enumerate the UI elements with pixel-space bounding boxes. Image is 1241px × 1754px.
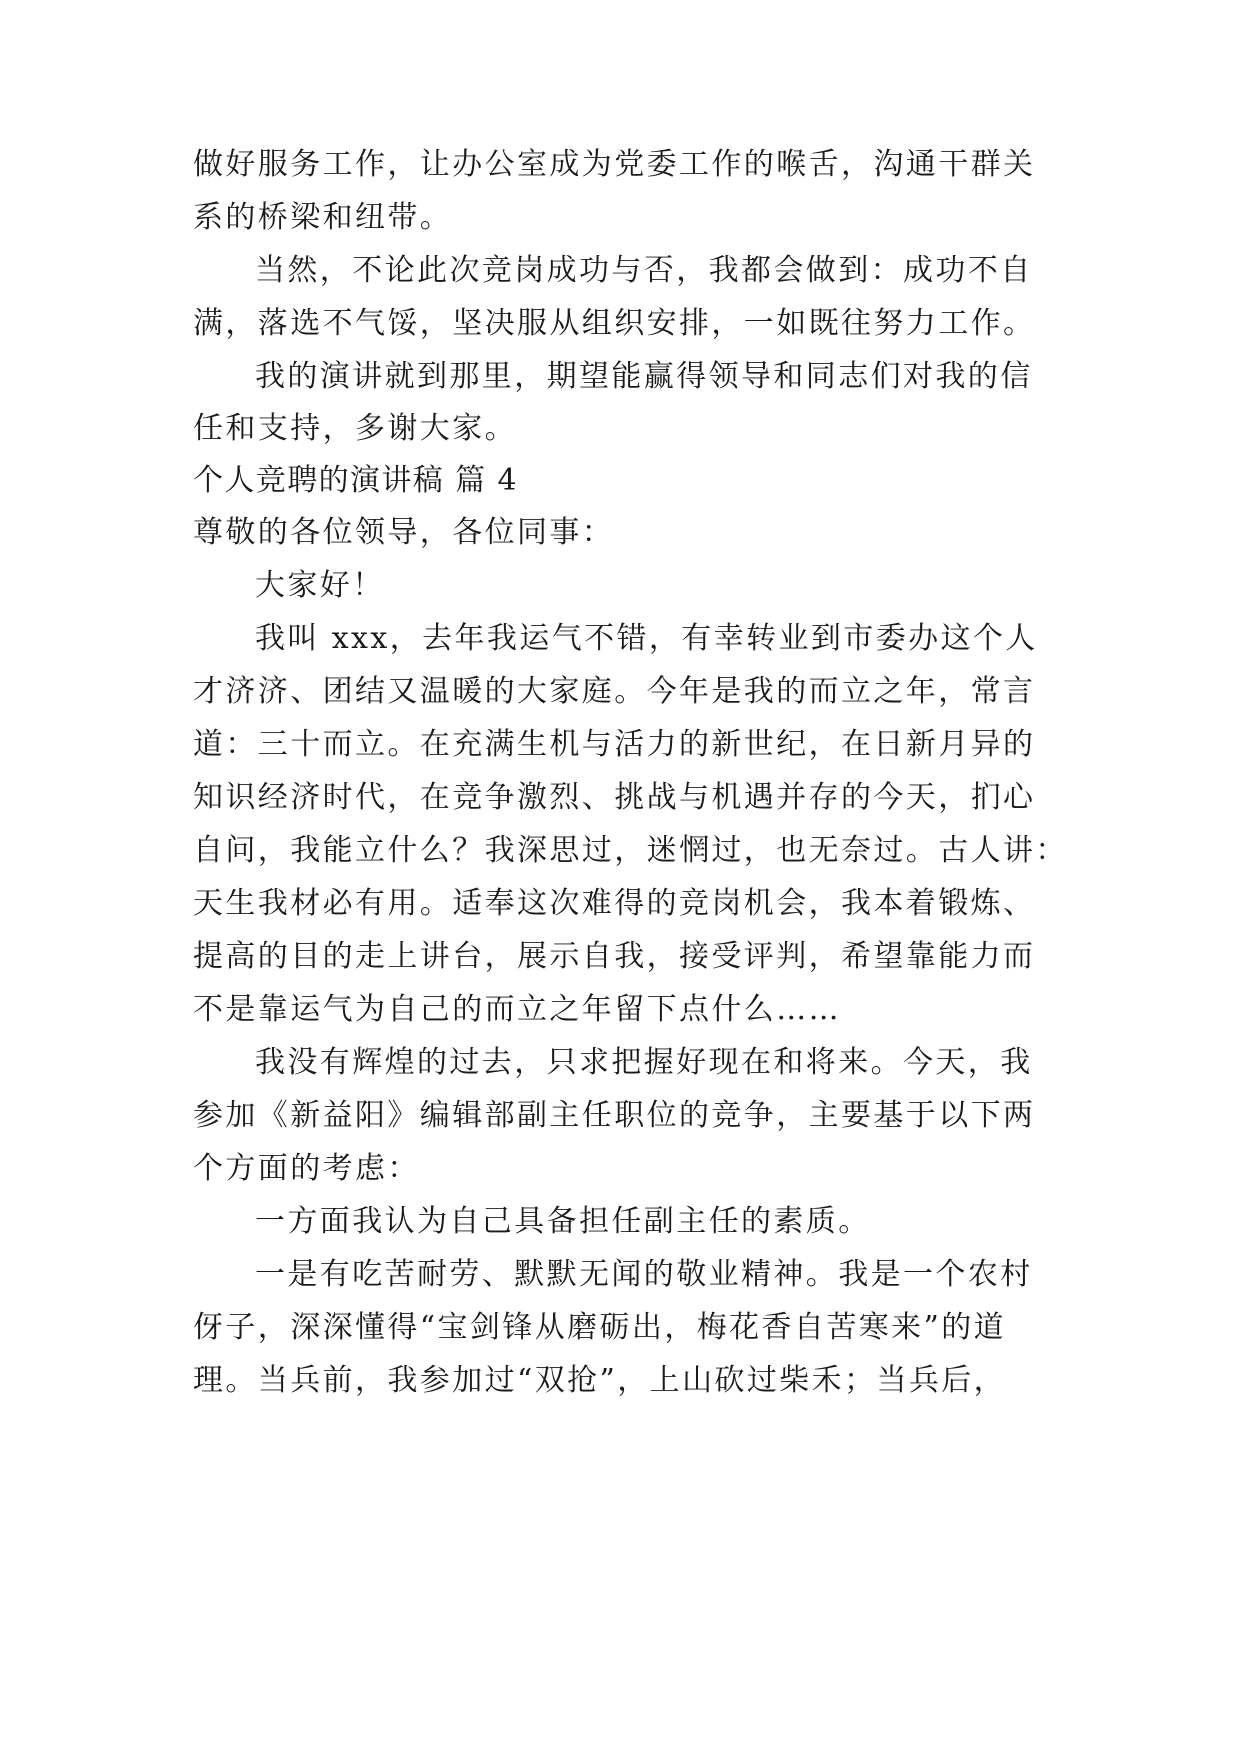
- text-line: 个方面的考虑：: [193, 1151, 420, 1186]
- salutation: 尊敬的各位领导，各位同事：: [193, 515, 615, 550]
- text-line: 满，落选不气馁，坚决服从组织安排，一如既往努力工作。: [193, 306, 1036, 341]
- paragraph-line: 一是有吃苦耐劳、默默无闻的敬业精神。我是一个农村: [255, 1257, 1033, 1292]
- text-line: 做好服务工作，让办公室成为党委工作的喉舌，沟通干群关: [193, 147, 1036, 182]
- text-line: 参加《新益阳》编辑部副主任职位的竞争，主要基于以下两: [193, 1098, 1036, 1133]
- paragraph-line: 我的演讲就到那里，期望能赢得领导和同志们对我的信: [255, 359, 1033, 394]
- text-line: 道：三十而立。在充满生机与活力的新世纪，在日新月异的: [193, 727, 1036, 762]
- text-line: 天生我材必有用。适奉这次难得的竞岗机会，我本着锻炼、: [193, 886, 1036, 921]
- text-line: 才济济、团结又温暖的大家庭。今年是我的而立之年，常言: [193, 674, 1036, 709]
- text-line: 知识经济时代，在竞争激烈、挑战与机遇并存的今天，扪心: [193, 780, 1036, 815]
- text-line: 不是靠运气为自己的而立之年留下点什么……: [193, 992, 841, 1027]
- paragraph-line: 当然，不论此次竞岗成功与否，我都会做到：成功不自: [255, 253, 1033, 288]
- section-heading: 个人竞聘的演讲稿 篇 4: [193, 463, 518, 498]
- text-line: 自问，我能立什么？我深思过，迷惘过，也无奈过。古人讲：: [193, 833, 1068, 868]
- text-line: 伢子，深深懂得“宝剑锋从磨砺出，梅花香自苦寒来”的道: [193, 1310, 1007, 1345]
- paragraph-line: 一方面我认为自己具备担任副主任的素质。: [255, 1204, 871, 1239]
- text-line: 理。当兵前，我参加过“双抢”，上山砍过柴禾；当兵后，: [193, 1363, 1007, 1398]
- paragraph-line: 我叫 xxx，去年我运气不错，有幸转业到市委办这个人: [255, 621, 1038, 656]
- paragraph-line: 我没有辉煌的过去，只求把握好现在和将来。今天，我: [255, 1045, 1033, 1080]
- text-line: 任和支持，多谢大家。: [193, 411, 517, 446]
- text-line: 系的桥梁和纽带。: [193, 200, 453, 235]
- text-line: 提高的目的走上讲台，展示自我，接受评判，希望靠能力而: [193, 939, 1036, 974]
- greeting: 大家好！: [255, 568, 385, 603]
